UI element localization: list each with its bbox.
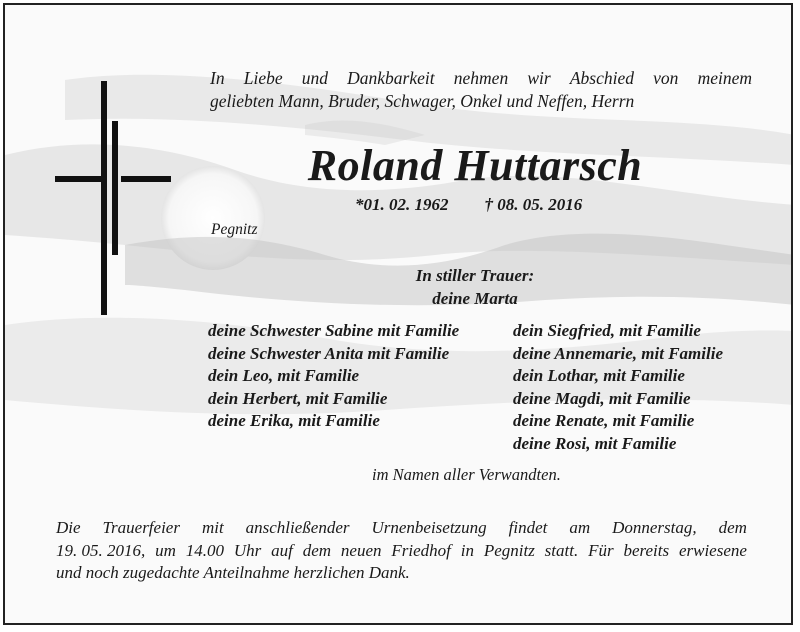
obituary-card [3, 3, 793, 625]
word: Dankbarkeit [347, 68, 435, 88]
intro-line-2: geliebten Mann, Bruder, Schwager, Onkel und Neffen, Herrn [210, 91, 635, 111]
funeral-notice-line-2 [56, 540, 747, 563]
word: Abschied [569, 68, 634, 88]
funeral-notice [56, 517, 747, 585]
mourners-right-column [513, 320, 723, 455]
mourner-entry: dein Lothar, mit Familie [513, 366, 685, 385]
mourner-entry: deine Erika, mit Familie [208, 411, 380, 430]
life-dates [355, 195, 582, 215]
mourner-entry: dein Herbert, mit Familie [208, 388, 388, 408]
mourning-spouse: deine Marta [432, 289, 518, 308]
word: bereits [623, 540, 670, 560]
word: auf [271, 540, 293, 560]
word: anschließender [245, 518, 350, 537]
mourning-heading: In stiller Trauer: [415, 266, 535, 285]
word: mit [201, 518, 224, 537]
word: Für [588, 540, 614, 560]
word: Trauerfeier [102, 518, 180, 537]
word: meinem [697, 68, 752, 88]
word: wir [527, 68, 551, 88]
funeral-notice-line-3: und noch zugedachte Anteilnahme herzlichen Dank. [56, 563, 410, 582]
word: statt. [544, 540, 579, 560]
mourner-entry: deine Rosi, mit Familie [513, 433, 677, 453]
word: um [155, 540, 176, 560]
mourner-entry: deine Annemarie, mit Familie [513, 343, 723, 363]
word: dem [302, 540, 332, 560]
mourner-entry: deine Schwester Anita mit Familie [208, 343, 450, 363]
word: dem [718, 518, 747, 537]
intro-text [210, 67, 752, 113]
deceased-name: Roland Huttarsch [307, 141, 643, 190]
word: und [301, 68, 328, 88]
mourner-entry: deine Schwester Sabine mit Familie [208, 321, 460, 340]
word: 19. 05. 2016, [56, 540, 146, 560]
word: Liebe [243, 68, 283, 88]
relatives-note: im Namen aller Verwandten. [372, 465, 561, 484]
word: Donnerstag, [612, 518, 697, 537]
word: neuen [340, 540, 382, 560]
birth-date: *01. 02. 1962 [355, 195, 449, 214]
word: erwiesene [678, 540, 747, 560]
mourners-left-column [208, 320, 459, 433]
death-date: † 08. 05. 2016 [484, 195, 583, 214]
word: am [569, 518, 591, 537]
word: Die [56, 518, 81, 537]
mourner-entry: deine Magdi, mit Familie [513, 388, 691, 408]
word: Pegnitz [483, 540, 535, 560]
place-of-residence: Pegnitz [211, 221, 258, 238]
mourner-entry: dein Siegfried, mit Familie [513, 321, 701, 340]
word: In [210, 68, 225, 88]
intro-line-1 [210, 67, 752, 90]
word: Uhr [233, 540, 262, 560]
mourner-entry: deine Renate, mit Familie [513, 411, 695, 430]
word: findet [508, 518, 548, 537]
word: Urnenbeisetzung [371, 518, 487, 537]
word: in [460, 540, 474, 560]
funeral-notice-line-1 [56, 517, 747, 540]
word: nehmen [453, 68, 509, 88]
word: von [653, 68, 679, 88]
word: Friedhof [391, 540, 451, 560]
word: 14.00 [185, 540, 224, 560]
mourner-entry: dein Leo, mit Familie [208, 366, 360, 385]
